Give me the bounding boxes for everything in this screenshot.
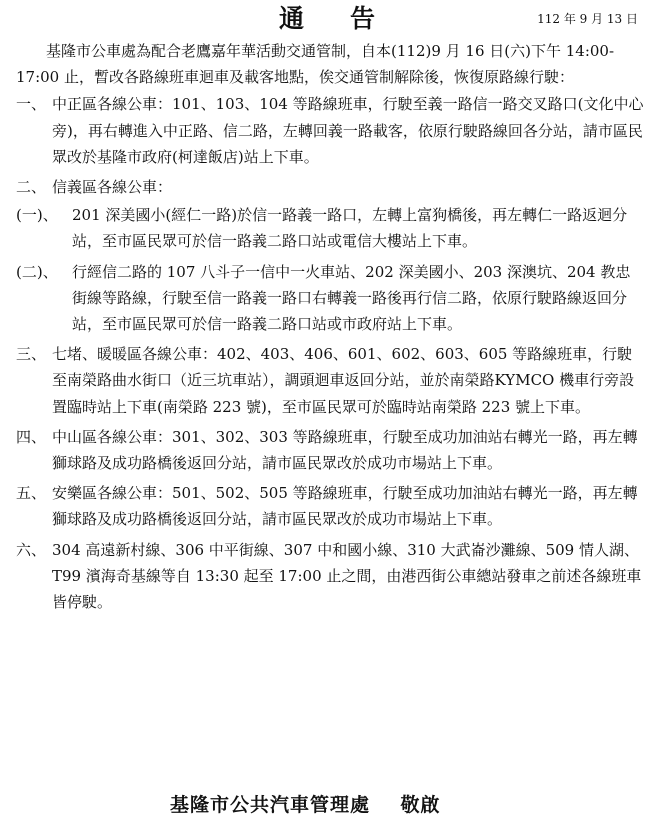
item-number: (二)、 [16,262,58,281]
notice-intro: 基隆市公車處為配合老鷹嘉年華活動交通管制，自本(112)9 月 16 日(六)下午 14:00-17:00 止，暫改各路線班車迴車及載客地點，俟交通管制解除後，恢復原路線行駛： [16,42,615,87]
item-number: 三、 [16,345,47,364]
notice-item-6 [16,537,644,616]
item-number: (一)、 [16,206,58,225]
item-text: 信義區各線公車： [52,178,173,197]
item-text: 201 深美國小(經仁一路)於信一路義一路口，左轉上富狗橋後，再左轉仁一路返迴分站，至市區民眾可於信一路義二路口站或電信大樓站上下車。 [72,206,628,251]
item-text: 行經信二路的 107 八斗子一信中一火車站、202 深美國小、203 深澳坑、204 教忠街線等路線，行駛至信一路義一路口右轉義一路後再行信二路，依原行駛路線返回分站，至市區民眾可於信一路義二路口站或市政府站上下車。 [72,262,631,334]
notice-date: 112 年 9 月 13 日 [537,12,638,26]
notice-subitem-2-1 [16,202,644,254]
notice-item-2 [16,174,644,200]
notice-subitem-2-2 [16,259,644,338]
item-text: 安樂區各線公車：501、502、505 等路線班車，行駛至成功加油站右轉光一路，再左轉獅球路及成功路橋後返回分站，請市區民眾改於成功市場站上下車。 [52,484,638,529]
item-number: 五、 [16,484,47,503]
notice-title: 通告 [278,4,421,33]
notice-item-5 [16,480,644,532]
item-text: 中山區各線公車：301、302、303 等路線班車，行駛至成功加油站右轉光一路，再左轉獅球路及成功路橋後返回分站，請市區民眾改於成功市場站上下車。 [52,427,638,473]
item-number: 一、 [16,95,47,114]
notice-signature: 基隆市公共汽車管理處 敬啟 [170,794,441,816]
item-number: 六、 [16,540,47,559]
notice-item-1 [16,91,644,170]
item-text: 304 高遠新村線、306 中平街線、307 中和國小線、310 大武崙沙灘線、509 情人湖、T99 濱海奇基線等自 13:30 起至 17:00 止之間，由港西街公車總站發車之前述各線班車皆停駛。 [52,540,642,612]
item-text: 七堵、暖暖區各線公車：402、403、406、601、602、603、605 等路線班車，行駛至南榮路曲水街口（近三坑車站），調頭迴車返回分站，並於南榮路KYMCO 機車行旁設置臨時站上下車(南榮路 223 號)，至市區民眾可於臨時站南榮路 223 號上下車。 [52,345,635,416]
notice-body [16,38,644,619]
item-number: 二、 [16,178,47,197]
notice-item-3 [16,341,644,420]
item-number: 四、 [16,427,47,446]
notice-item-4 [16,424,644,476]
item-text: 中正區各線公車：101、103、104 等路線班車，行駛至義一路信一路交叉路口(文化中心旁)，再右轉進入中正路、信二路，左轉回義一路載客，依原行駛路線回各分站，請市區民眾改於基隆市政府(柯達飯店)站上下車。 [52,95,644,166]
